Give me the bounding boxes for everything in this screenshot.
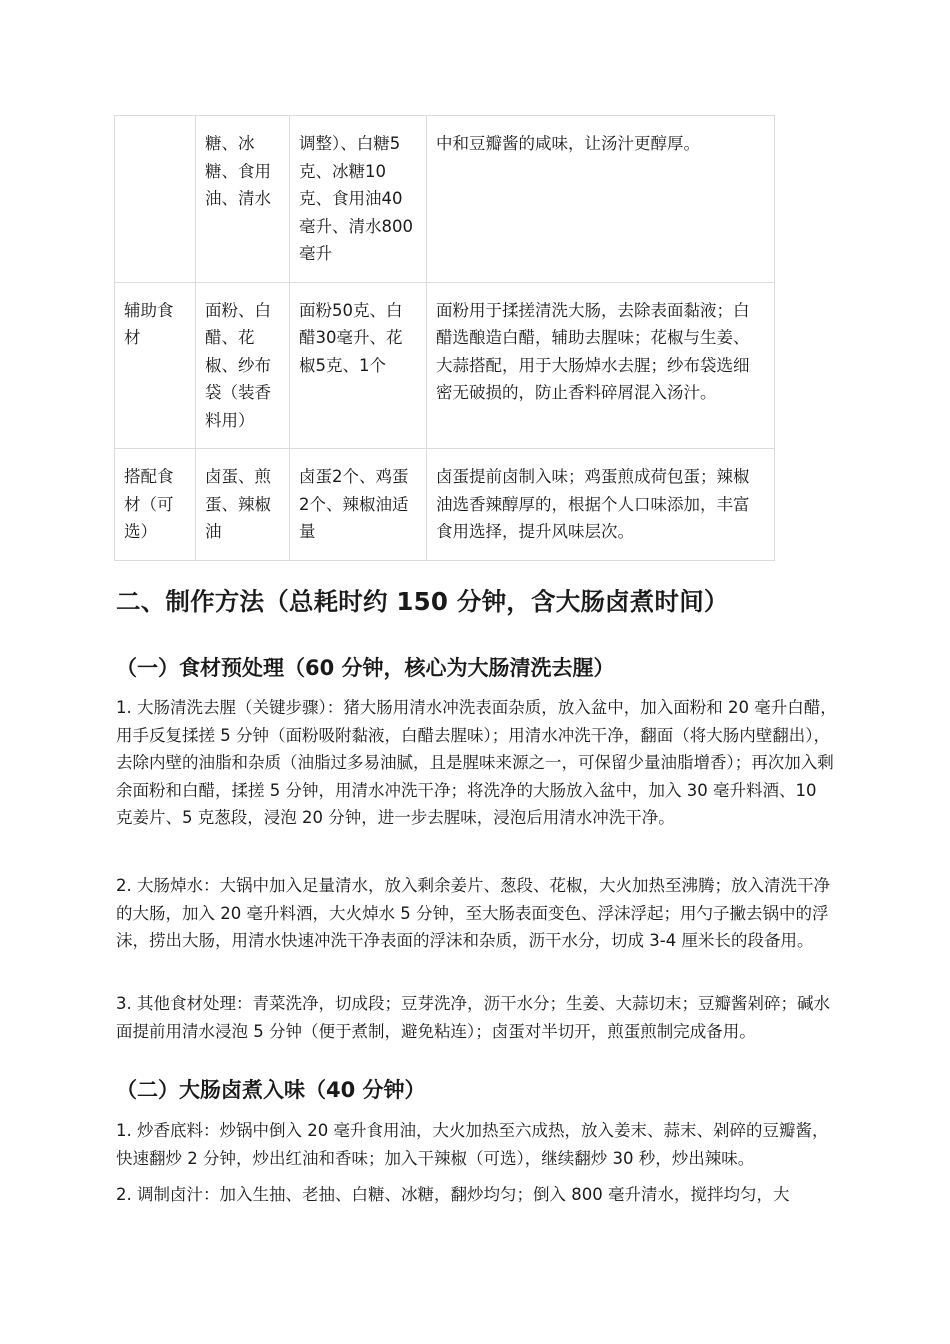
table-cell: 面粉、白醋、花椒、纱布袋（装香料用） — [196, 282, 290, 449]
table-row — [115, 116, 775, 283]
table-cell: 卤蛋2个、鸡蛋2个、辣椒油适量 — [290, 449, 427, 561]
section-heading: 二、制作方法（总耗时约 150 分钟，含大肠卤煮时间） — [116, 587, 729, 616]
table-cell: 卤蛋提前卤制入味；鸡蛋煎成荷包蛋；辣椒油选香辣醇厚的，根据个人口味添加，丰富食用选择，提升风味层次。 — [427, 449, 775, 561]
table-cell: 搭配食材（可选） — [115, 449, 196, 561]
subsection-heading-preprocess: （一）食材预处理（60 分钟，核心为大肠清洗去腥） — [116, 656, 615, 680]
step-paragraph: 2. 大肠焯水：大锅中加入足量清水，放入剩余姜片、葱段、花椒，大火加热至沸腾；放入清洗干净的大肠，加入 20 毫升料酒，大火焯水 5 分钟，至大肠表面变色、浮沫浮起；用勺子撇去锅中的浮沫，捞出大肠，用清水快速冲洗干净表面的浮沫和杂质，沥干水分，切成 3-4 厘米长的段备用。 — [116, 876, 830, 950]
subsection-heading-braise: （二）大肠卤煮入味（40 分钟） — [116, 1078, 426, 1102]
table-cell: 面粉用于揉搓清洗大肠，去除表面黏液；白醋选酿造白醋，辅助去腥味；花椒与生姜、大蒜搭配，用于大肠焯水去腥；纱布袋选细密无破损的，防止香料碎屑混入汤汁。 — [427, 282, 775, 449]
ingredients-table — [114, 115, 775, 561]
step-paragraph: 3. 其他食材处理：青菜洗净，切成段；豆芽洗净，沥干水分；生姜、大蒜切末；豆瓣酱剁碎；碱水面提前用清水浸泡 5 分钟（便于煮制，避免粘连）；卤蛋对半切开，煎蛋煎制完成备用。 — [116, 994, 830, 1041]
table-cell: 糖、冰糖、食用油、清水 — [196, 116, 290, 283]
step-paragraph: 2. 调制卤汁：加入生抽、老抽、白糖、冰糖，翻炒均匀；倒入 800 毫升清水，搅拌均匀，大 — [116, 1185, 790, 1204]
table-row — [115, 282, 775, 449]
table-cell: 辅助食材 — [115, 282, 196, 449]
table-row — [115, 449, 775, 561]
table-cell: 调整）、白糖5克、冰糖10克、食用油40毫升、清水800毫升 — [290, 116, 427, 283]
table-cell — [115, 116, 196, 283]
table-cell: 卤蛋、煎蛋、辣椒油 — [196, 449, 290, 561]
step-paragraph: 1. 大肠清洗去腥（关键步骤）：猪大肠用清水冲洗表面杂质，放入盆中，加入面粉和 20 毫升白醋，用手反复揉搓 5 分钟（面粉吸附黏液，白醋去腥味）；用清水冲洗干净，翻面（将大肠内壁翻出），去除内壁的油脂和杂质（油脂过多易油腻，且是腥味来源之一，可保留少量油脂增香）；再次加入剩余面粉和白醋，揉搓 5 分钟，用清水冲洗干净；将洗净的大肠放入盆中，加入 30 毫升料酒、10 克姜片、5 克葱段，浸泡 20 分钟，进一步去腥味，浸泡后用清水冲洗干净。 — [116, 698, 837, 827]
table-cell: 面粉50克、白醋30毫升、花椒5克、1个 — [290, 282, 427, 449]
step-paragraph: 1. 炒香底料：炒锅中倒入 20 毫升食用油，大火加热至六成热，放入姜末、蒜末、剁碎的豆瓣酱，快速翻炒 2 分钟，炒出红油和香味；加入干辣椒（可选），继续翻炒 30 秒，炒出辣味。 — [116, 1121, 829, 1168]
table-cell: 中和豆瓣酱的咸味，让汤汁更醇厚。 — [427, 116, 775, 283]
